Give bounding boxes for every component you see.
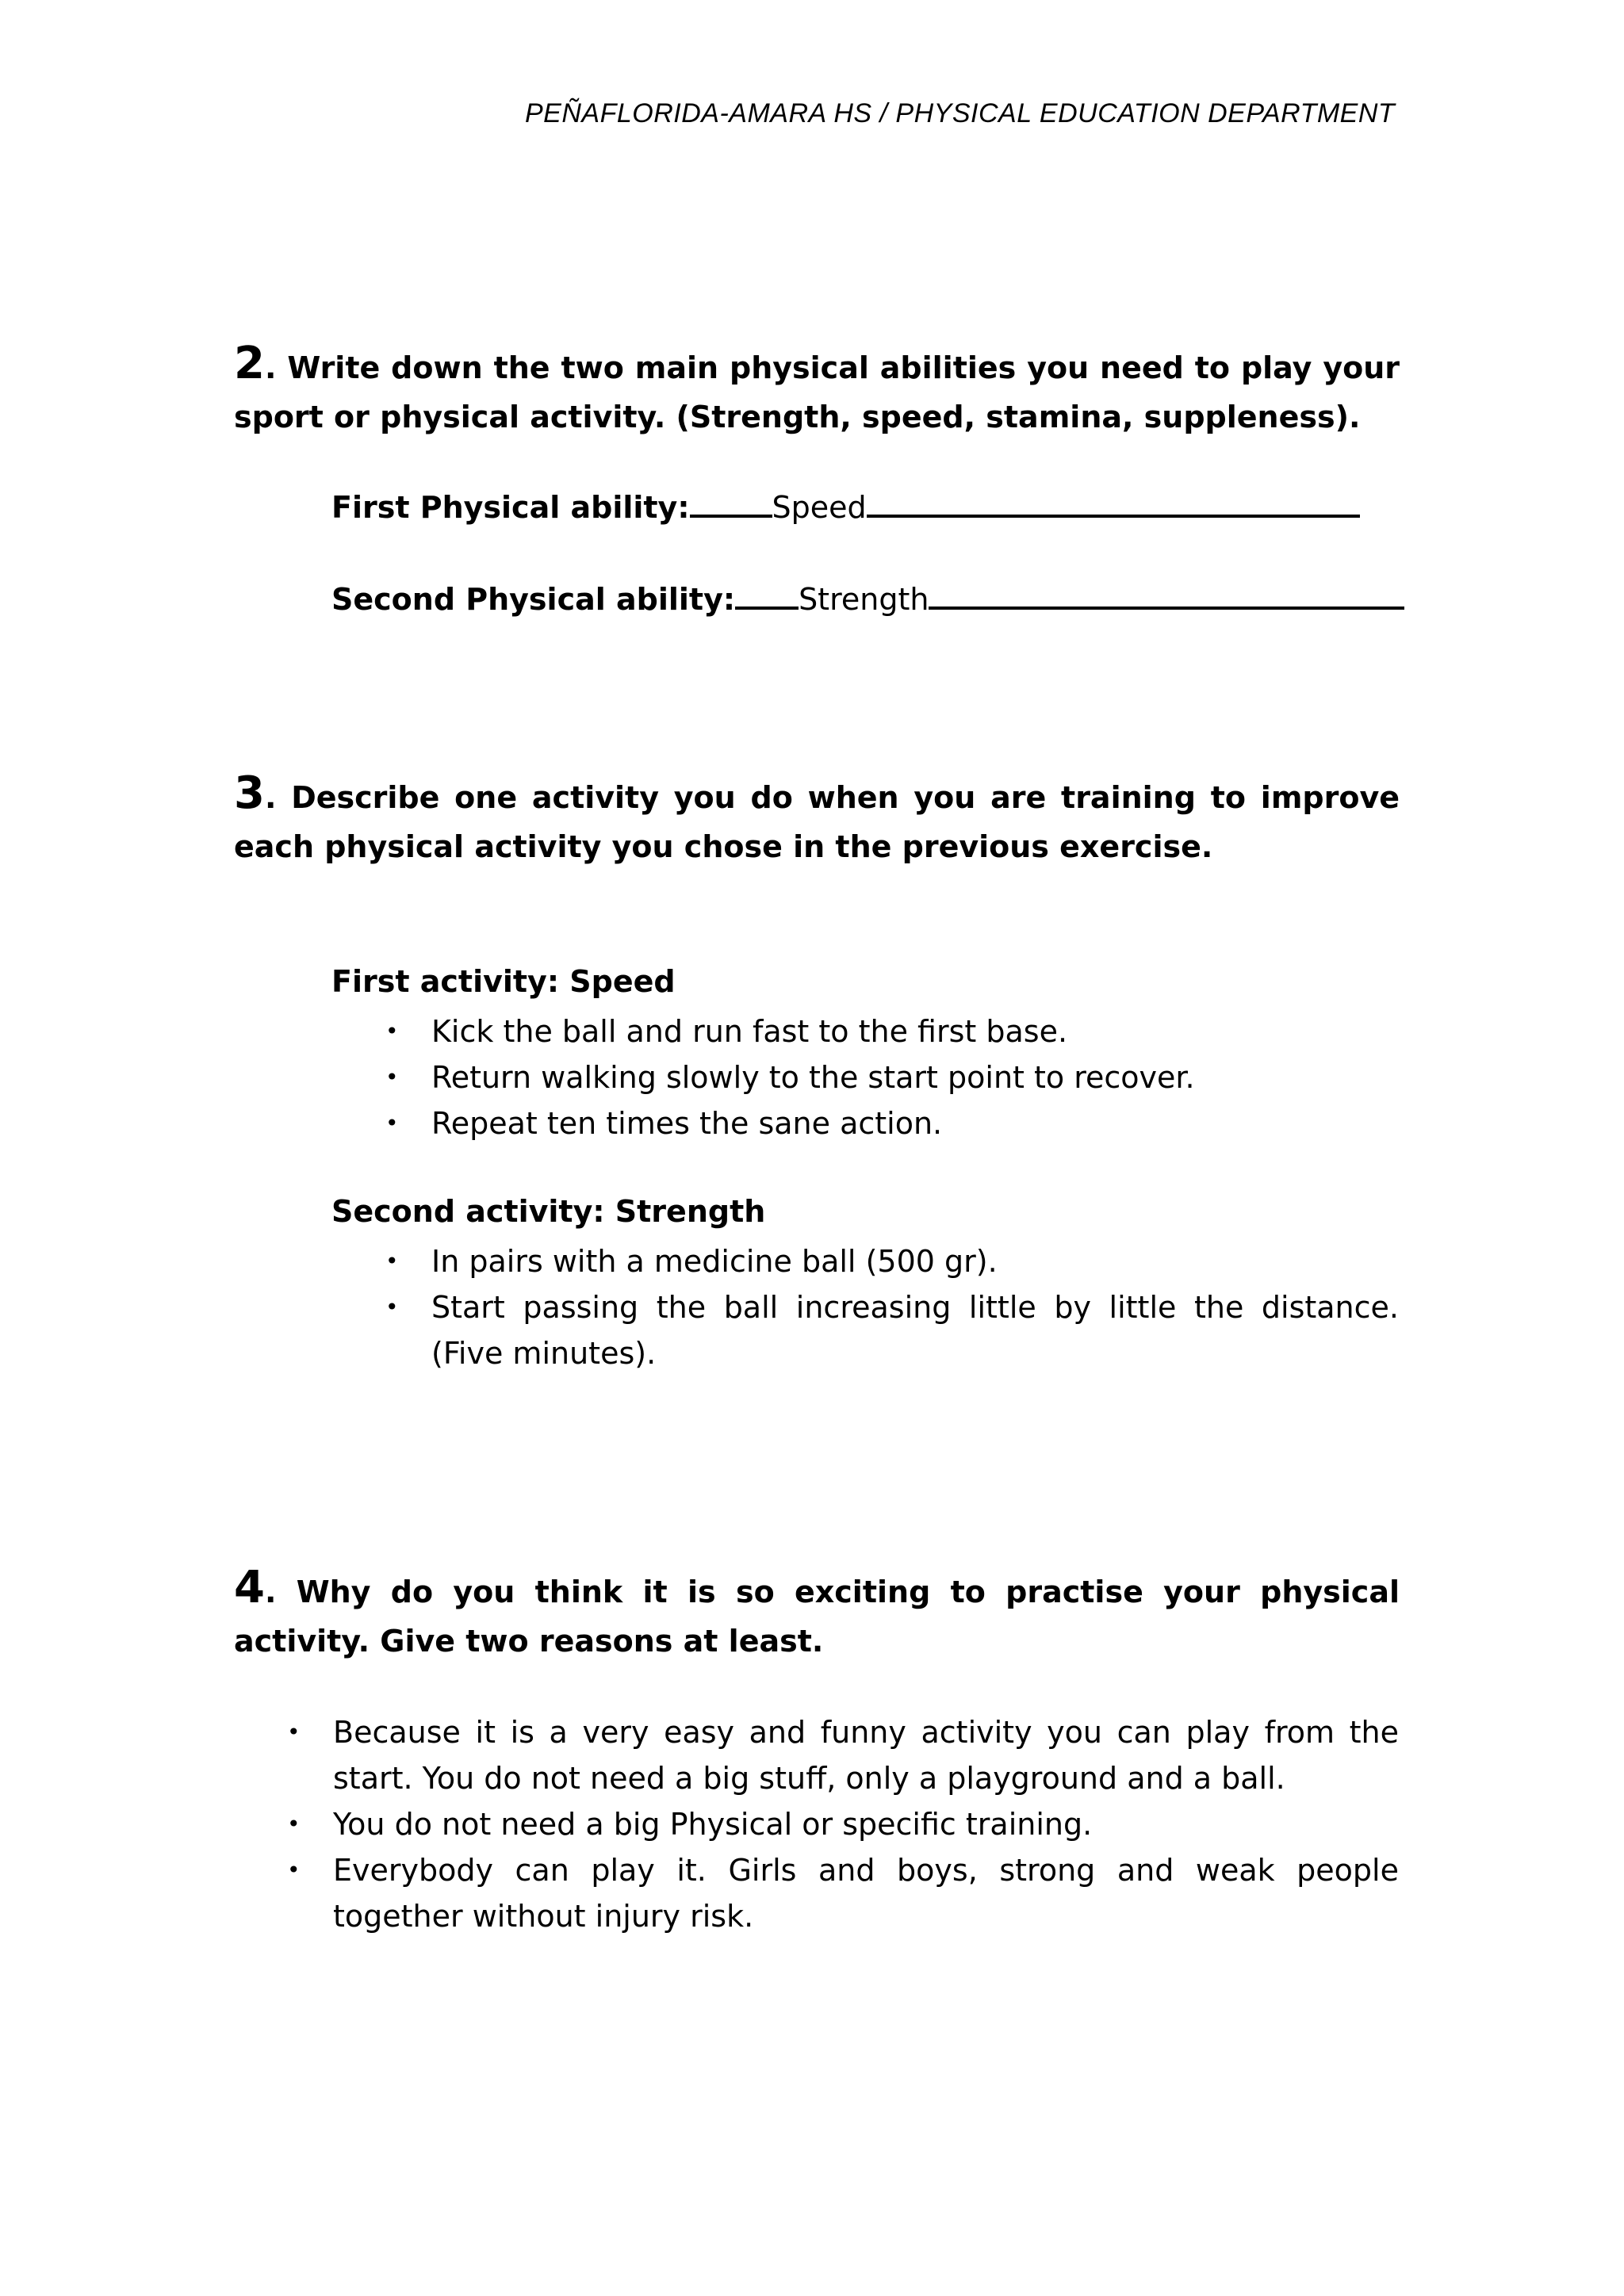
first-activity-list [385,1008,1399,1146]
bullet-icon: • [385,1110,399,1136]
answer-value: Strength [799,582,929,617]
list-item: • Because it is a very easy and funny activity you can play from the start. You do not need a big stuff, only a playground and a ball. [333,1709,1399,1801]
bullet-icon: • [287,1857,301,1883]
list-item: • You do not need a big Physical or specific training. [333,1801,1399,1847]
bullet-icon: • [385,1064,399,1090]
underline-blank [929,583,1404,610]
question-2 [234,339,1400,442]
list-item: • Return walking slowly to the start point to recover. [431,1054,1399,1100]
underline-blank [867,491,1360,518]
answer-value: Speed [772,490,867,525]
answer-label: Second Physical ability: [331,582,736,617]
list-item: • Start passing the ball increasing little by little the distance. (Five minutes). [431,1284,1399,1376]
question-text: . Why do you think it is so exciting to practise your physical activity. Give two reasons at least. [234,1575,1400,1659]
question-text: . Write down the two main physical abilities you need to play your sport or physical activity. (Strength, speed, stamina, suppleness). [234,350,1400,434]
underline-blank [735,583,799,610]
page-header: PEÑAFLORIDA-AMARA HS / PHYSICAL EDUCATION DEPARTMENT [525,98,1396,128]
reasons-list [287,1709,1399,1939]
bullet-icon: • [287,1719,301,1745]
list-item: • Everybody can play it. Girls and boys, strong and weak people together without injury risk. [333,1847,1399,1939]
bullet-icon: • [385,1018,399,1044]
question-number: 2 [234,338,265,389]
question-text: . Describe one activity you do when you are training to improve each physical activity you chose in the previous exercise. [234,780,1400,864]
first-activity-title: First activity: Speed [331,964,676,999]
underline-blank [690,491,772,518]
second-activity-list [385,1238,1399,1376]
bullet-icon: • [385,1248,399,1274]
bullet-icon: • [287,1811,301,1837]
second-activity-title: Second activity: Strength [331,1194,766,1229]
list-item: • Repeat ten times the sane action. [431,1100,1399,1146]
list-item: • Kick the ball and run fast to the first base. [431,1008,1399,1054]
question-number: 3 [234,767,265,819]
answer-label: First Physical ability: [331,490,690,525]
question-number: 4 [234,1562,265,1613]
question-4 [234,1563,1400,1666]
list-item: • In pairs with a medicine ball (500 gr). [431,1238,1399,1284]
bullet-icon: • [385,1294,399,1320]
second-physical-ability-line [331,582,1404,617]
question-3 [234,769,1400,871]
first-physical-ability-line [331,490,1360,525]
